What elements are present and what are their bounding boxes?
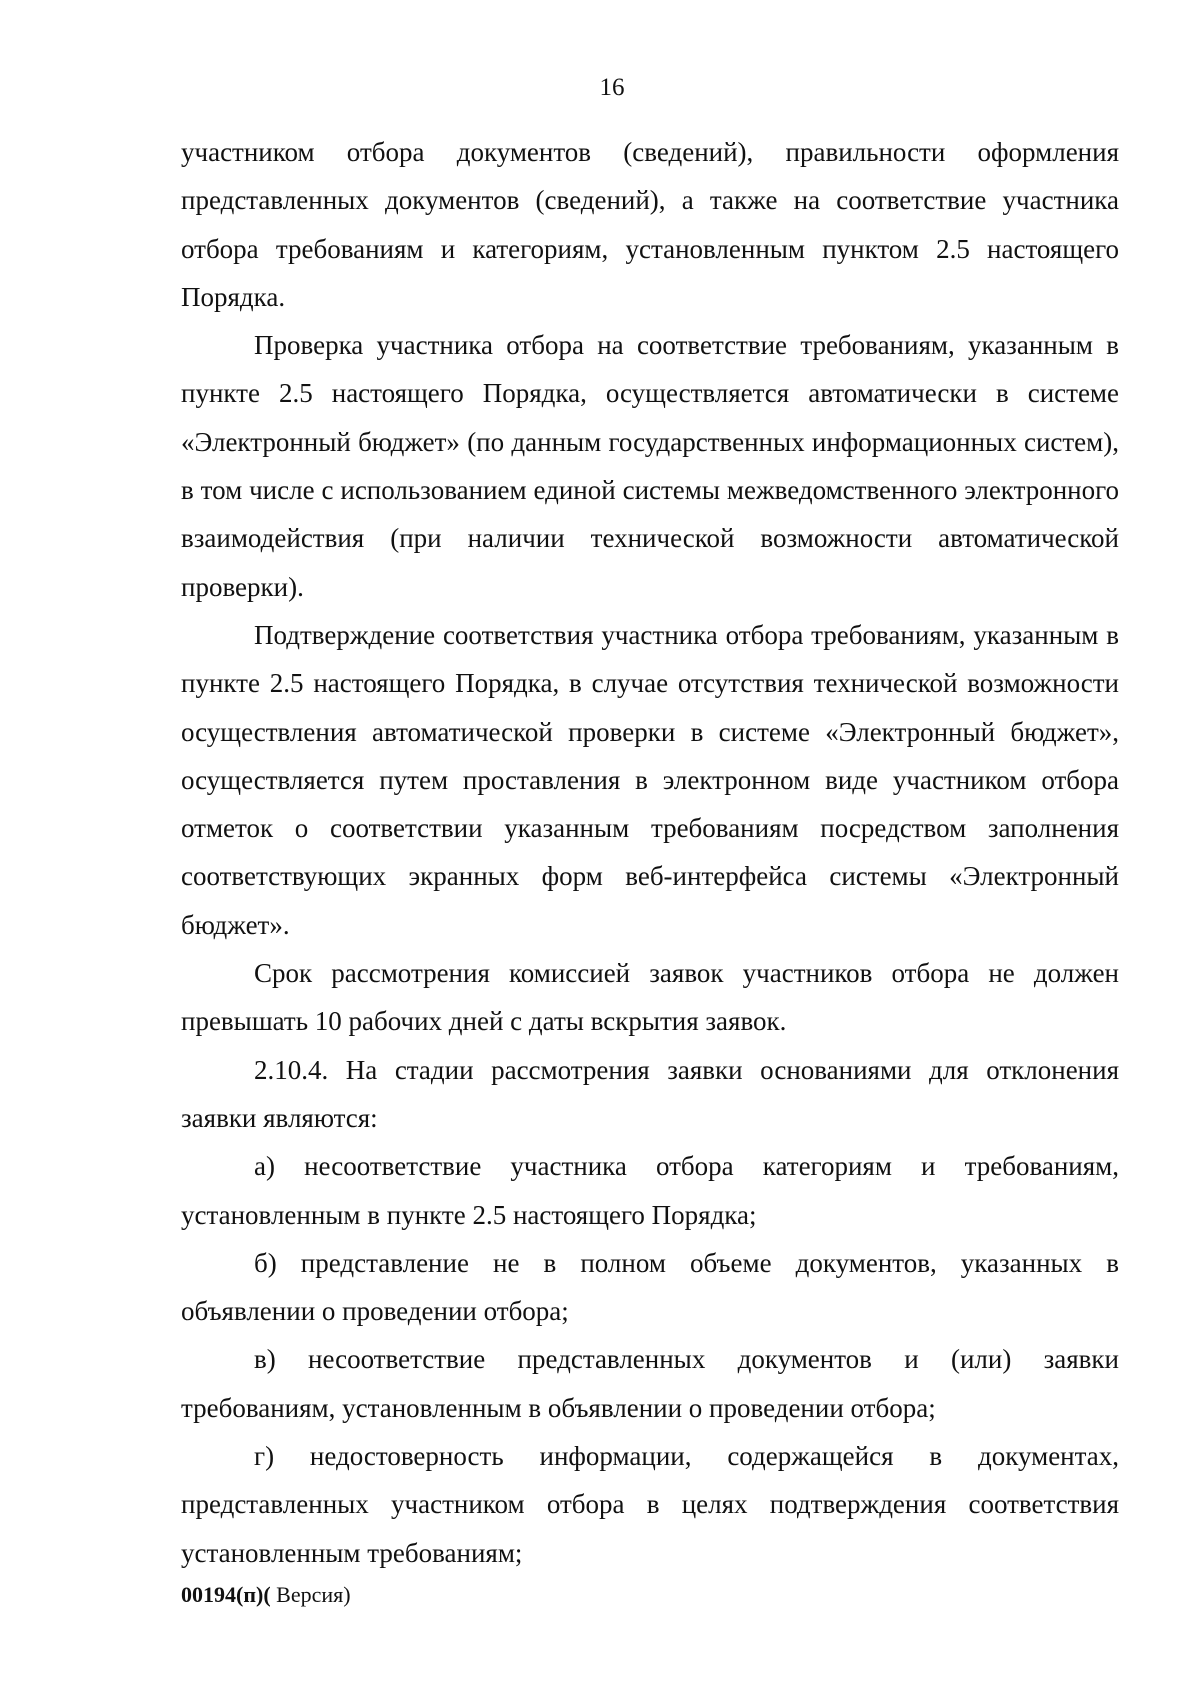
document-footer: [181, 1582, 351, 1608]
paragraph-review-deadline: Срок рассмотрения комиссией заявок участников отбора не должен превышать 10 рабочих дней с даты вскрытия заявок.: [181, 958, 1119, 1037]
document-code: 00194(п)(: [181, 1582, 271, 1607]
paragraph-automatic-check: Проверка участника отбора на соответствие требованиям, указанным в пункте 2.5 настоящего Порядка, осуществляется автоматически в системе «Электронный бюджет» (по данным государственных информационных систем), в том числе с использованием единой системы межведомственного электронного взаимодействия (при наличии технической возможности автоматической проверки).: [181, 330, 1119, 602]
list-item-g: г) недостоверность информации, содержащейся в документах, представленных участником отбора в целях подтверждения соответствия установленным требованиям;: [181, 1441, 1119, 1568]
document-body: [181, 128, 1119, 1577]
list-item-b: б) представление не в полном объеме документов, указанных в объявлении о проведении отбора;: [181, 1247, 1119, 1327]
page-number: 16: [599, 74, 625, 101]
paragraph-section-2-10-4: 2.10.4. На стадии рассмотрения заявки основаниями для отклонения заявки являются:: [181, 1054, 1119, 1133]
document-version: Версия): [270, 1582, 351, 1607]
list-item-a: а) несоответствие участника отбора категориям и требованиям, установленным в пункте 2.5 настоящего Порядка;: [181, 1151, 1119, 1230]
list-item-v: в) несоответствие представленных документов и (или) заявки требованиям, установленным в объявлении о проведении отбора;: [181, 1344, 1119, 1423]
paragraph-continuation: участником отбора документов (сведений), правильности оформления представленных документов (сведений), а также на соответствие участника отбора требованиям и категориям, установленным пунктом 2.5 настоящего Порядка.: [181, 137, 1119, 312]
paragraph-confirmation: Подтверждение соответствия участника отбора требованиям, указанным в пункте 2.5 настоящего Порядка, в случае отсутствия технической возможности осуществления автоматической проверки в системе «Электронный бюджет», осуществляется путем проставления в электронном виде участником отбора отметок о соответствии указанным требованиям посредством заполнения соответствующих экранных форм веб-интерфейса системы «Электронный бюджет».: [181, 619, 1119, 940]
